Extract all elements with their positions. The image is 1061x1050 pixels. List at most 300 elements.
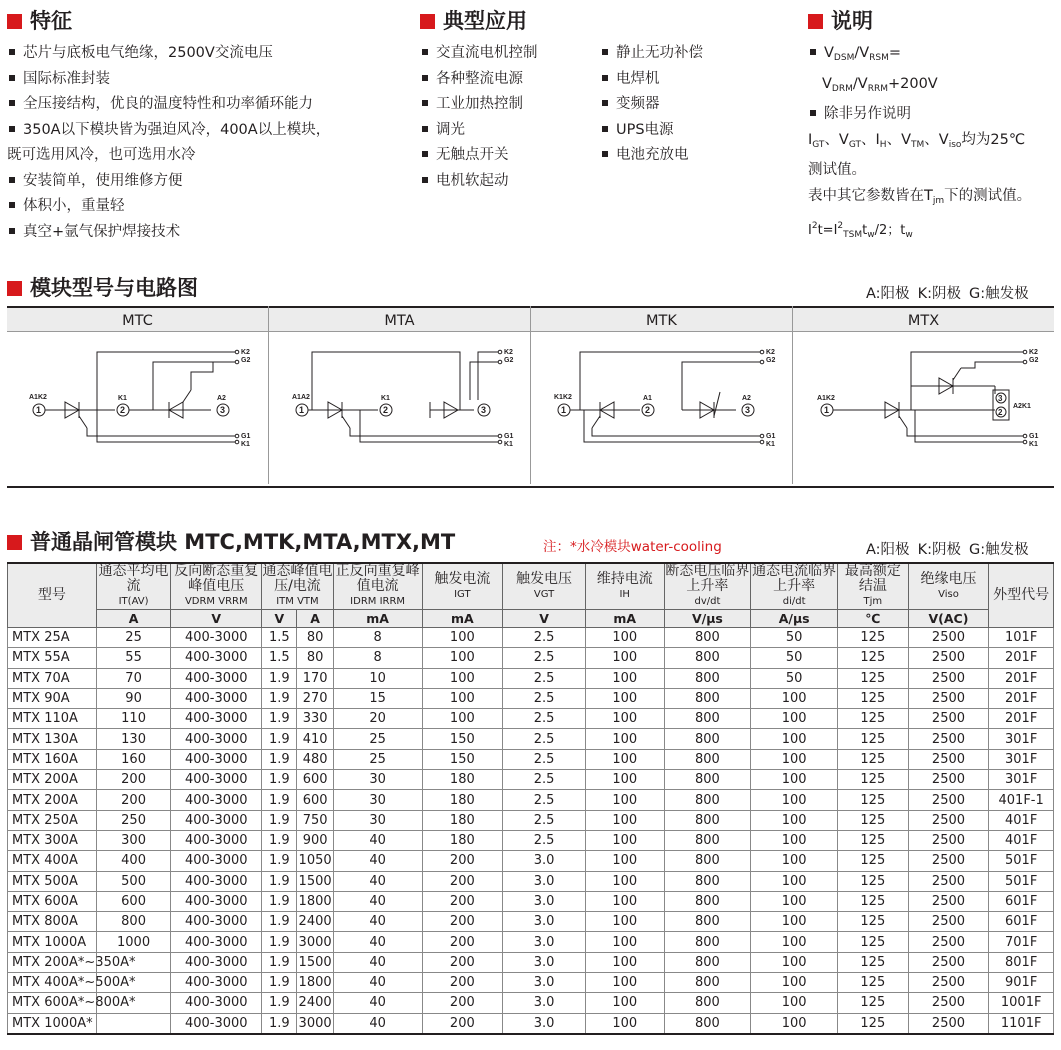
table-cell: 2500 xyxy=(908,891,989,911)
svg-text:K1K2: K1K2 xyxy=(554,394,572,401)
model-cell: MTX 130A xyxy=(8,729,97,749)
model-cell: MTX 400A*~500A* xyxy=(8,973,97,993)
table-cell: 3.0 xyxy=(503,932,586,952)
table-cell: 170 xyxy=(297,668,333,688)
table-cell: 800 xyxy=(664,932,751,952)
table-cell: 40 xyxy=(333,851,422,871)
mtk-circuit-diagram xyxy=(552,342,782,452)
table-cell: 3.0 xyxy=(503,1013,586,1034)
list-item: 体积小，重量轻 xyxy=(7,194,330,220)
table-cell: 180 xyxy=(422,830,503,850)
table-cell: 401F xyxy=(989,810,1054,830)
table-cell: 100 xyxy=(751,749,838,769)
unit-cell: V(AC) xyxy=(908,610,989,628)
table-cell: 300 xyxy=(96,830,171,850)
table-cell: 100 xyxy=(585,973,664,993)
applications-title: 典型应用 xyxy=(420,5,527,35)
table-title: 普通晶闸管模块 MTC,MTK,MTA,MTX,MT xyxy=(7,526,455,556)
circuit-header-mtc: MTC xyxy=(7,306,268,332)
table-cell: 800 xyxy=(664,628,751,648)
svg-text:K1: K1 xyxy=(381,395,390,402)
table-cell: 400-3000 xyxy=(171,810,262,830)
table-cell: 1000 xyxy=(96,932,171,952)
table-cell: 2500 xyxy=(908,932,989,952)
svg-text:1: 1 xyxy=(561,405,567,415)
table-cell: 100 xyxy=(422,648,503,668)
svg-text:1: 1 xyxy=(299,405,305,415)
list-item: 调光 xyxy=(420,118,538,144)
svg-text:1: 1 xyxy=(36,405,42,415)
table-cell: 100 xyxy=(585,749,664,769)
table-row xyxy=(8,912,1054,932)
circuit-header-mtx: MTX xyxy=(793,306,1054,332)
table-cell: 1.9 xyxy=(262,830,297,850)
table-row xyxy=(8,810,1054,830)
table-cell: 1.9 xyxy=(262,1013,297,1034)
table-cell: 110 xyxy=(96,709,171,729)
table-cell: 801F xyxy=(989,952,1054,972)
table-cell: 125 xyxy=(838,830,909,850)
table-cell: 501F xyxy=(989,871,1054,891)
svg-text:A1K2: A1K2 xyxy=(817,395,835,402)
table-cell: 2.5 xyxy=(503,770,586,790)
table-cell: 100 xyxy=(751,709,838,729)
table-cell: 40 xyxy=(333,912,422,932)
model-cell: MTX 1000A* xyxy=(8,1013,97,1034)
table-cell: 160 xyxy=(96,749,171,769)
svg-text:A2K1: A2K1 xyxy=(1013,403,1031,410)
table-cell: 400-3000 xyxy=(171,952,262,972)
table-cell: 2400 xyxy=(297,912,333,932)
unit-cell: A/μs xyxy=(751,610,838,628)
table-cell: 400-3000 xyxy=(171,729,262,749)
list-item: 各种整流电源 xyxy=(420,67,538,93)
svg-text:2: 2 xyxy=(383,405,389,415)
table-cell: 100 xyxy=(585,810,664,830)
col-vgt: 触发电压 VGT xyxy=(503,563,586,610)
table-cell: 2500 xyxy=(908,810,989,830)
table-cell: 800 xyxy=(664,830,751,850)
table-cell: 301F xyxy=(989,749,1054,769)
table-row xyxy=(8,648,1054,668)
model-cell: MTX 800A xyxy=(8,912,97,932)
table-cell: 2.5 xyxy=(503,749,586,769)
table-cell: 100 xyxy=(585,851,664,871)
table-cell: 100 xyxy=(585,648,664,668)
table-cell: 200 xyxy=(96,790,171,810)
table-cell: 40 xyxy=(333,830,422,850)
col-ih: 维持电流 IH xyxy=(585,563,664,610)
table-cell: 800 xyxy=(664,952,751,972)
col-tjm: 最高额定结温 Tjm xyxy=(838,563,909,610)
table-cell: 400-3000 xyxy=(171,668,262,688)
table-cell: 125 xyxy=(838,648,909,668)
table-cell: 400-3000 xyxy=(171,830,262,850)
table-cell: 2500 xyxy=(908,993,989,1013)
table-cell: 250 xyxy=(96,810,171,830)
table-cell: 125 xyxy=(838,628,909,648)
svg-text:G2: G2 xyxy=(241,357,251,364)
table-cell: 2500 xyxy=(908,648,989,668)
table-cell: 2.5 xyxy=(503,729,586,749)
svg-text:K2: K2 xyxy=(241,349,250,356)
table-cell: 200 xyxy=(96,770,171,790)
mtc-circuit-diagram xyxy=(27,342,257,452)
model-cell: MTX 90A xyxy=(8,688,97,708)
table-cell: 400-3000 xyxy=(171,688,262,708)
table-cell: 800 xyxy=(664,688,751,708)
table-cell: 180 xyxy=(422,790,503,810)
col-model: 型号 xyxy=(8,563,97,628)
table-cell: 2500 xyxy=(908,668,989,688)
table-cell: 2500 xyxy=(908,628,989,648)
table-cell: 100 xyxy=(751,952,838,972)
table-cell: 100 xyxy=(751,851,838,871)
svg-text:G1: G1 xyxy=(766,433,776,440)
table-cell: 125 xyxy=(838,749,909,769)
note-line: 测试值。 xyxy=(808,162,866,178)
table-cell: 201F xyxy=(989,688,1054,708)
table-cell: 100 xyxy=(751,973,838,993)
table-cell: 2500 xyxy=(908,790,989,810)
svg-text:2: 2 xyxy=(120,405,126,415)
table-cell: 125 xyxy=(838,993,909,1013)
table-cell: 40 xyxy=(333,1013,422,1034)
table-cell: 125 xyxy=(838,688,909,708)
table-cell: 901F xyxy=(989,973,1054,993)
table-legend: A:阳极 K:阴极 G:触发极 xyxy=(866,542,1029,558)
table-row xyxy=(8,1013,1054,1034)
table-cell xyxy=(96,1013,171,1034)
table-cell: 900 xyxy=(297,830,333,850)
table-cell: 100 xyxy=(751,891,838,911)
table-cell: 400-3000 xyxy=(171,851,262,871)
svg-text:1: 1 xyxy=(824,405,830,415)
table-cell: 400-3000 xyxy=(171,770,262,790)
note-line: $V_{DSM}/V_{RSM}=$ xyxy=(808,41,1058,72)
model-cell: MTX 600A xyxy=(8,891,97,911)
table-cell: 40 xyxy=(333,871,422,891)
table-cell: 40 xyxy=(333,952,422,972)
svg-text:A1A2: A1A2 xyxy=(292,394,310,401)
table-cell: 800 xyxy=(664,729,751,749)
list-item: 交直流电机控制 xyxy=(420,41,538,67)
table-cell: 180 xyxy=(422,770,503,790)
table-cell: 125 xyxy=(838,1013,909,1034)
table-cell: 80 xyxy=(297,648,333,668)
table-cell: 401F xyxy=(989,830,1054,850)
table-cell: 410 xyxy=(297,729,333,749)
table-cell: 401F-1 xyxy=(989,790,1054,810)
table-cell: 2.5 xyxy=(503,648,586,668)
table-cell: 100 xyxy=(751,688,838,708)
table-cell: 125 xyxy=(838,668,909,688)
table-cell: 8 xyxy=(333,648,422,668)
table-header-row xyxy=(8,563,1054,610)
note-line: 表中其它参数皆在$T_{jm}$下的测试值。 xyxy=(808,187,1032,206)
table-cell: 3.0 xyxy=(503,952,586,972)
table-row xyxy=(8,932,1054,952)
list-item: 电池充放电 xyxy=(600,143,703,169)
table-body xyxy=(8,628,1054,1034)
table-cell: 400-3000 xyxy=(171,912,262,932)
table-cell: 3.0 xyxy=(503,851,586,871)
table-cell: 400 xyxy=(96,851,171,871)
table-cell: 10 xyxy=(333,668,422,688)
table-cell: 8 xyxy=(333,628,422,648)
svg-text:K1: K1 xyxy=(118,395,127,402)
svg-text:K2: K2 xyxy=(766,349,775,356)
table-cell: 2500 xyxy=(908,770,989,790)
section-marker xyxy=(808,14,823,29)
table-cell: 2.5 xyxy=(503,810,586,830)
table-cell: 200 xyxy=(422,993,503,1013)
table-cell: 400-3000 xyxy=(171,790,262,810)
section-marker xyxy=(7,281,22,296)
table-cell: 2500 xyxy=(908,830,989,850)
list-item: 静止无功补偿 xyxy=(600,41,703,67)
features-title: 特征 xyxy=(7,5,72,35)
unit-cell: V xyxy=(503,610,586,628)
svg-text:3: 3 xyxy=(745,405,751,415)
table-cell: 100 xyxy=(422,668,503,688)
model-cell: MTX 1000A xyxy=(8,932,97,952)
circuit-header-mtk: MTK xyxy=(531,306,792,332)
svg-text:K2: K2 xyxy=(1029,349,1038,356)
table-cell: 100 xyxy=(751,932,838,952)
table-cell: 800 xyxy=(664,790,751,810)
table-cell: 1.9 xyxy=(262,891,297,911)
table-cell: 2.5 xyxy=(503,790,586,810)
applications-list-2 xyxy=(600,41,703,169)
table-row xyxy=(8,668,1054,688)
model-cell: MTX 160A xyxy=(8,749,97,769)
table-cell: 200 xyxy=(422,891,503,911)
unit-cell: V xyxy=(262,610,297,628)
table-cell: 100 xyxy=(751,993,838,1013)
table-cell: 150 xyxy=(422,729,503,749)
svg-text:K1: K1 xyxy=(504,441,513,448)
table-cell: 1.9 xyxy=(262,668,297,688)
table-cell: 125 xyxy=(838,851,909,871)
table-cell: 125 xyxy=(838,709,909,729)
table-cell: 500 xyxy=(96,871,171,891)
table-cell: 100 xyxy=(585,830,664,850)
table-cell: 130 xyxy=(96,729,171,749)
col-didt: 通态电流临界上升率 di/dt xyxy=(751,563,838,610)
table-cell: 100 xyxy=(751,912,838,932)
table-cell: 800 xyxy=(664,851,751,871)
table-cell: 400-3000 xyxy=(171,709,262,729)
table-cell: 125 xyxy=(838,729,909,749)
list-item: 电机软起动 xyxy=(420,169,538,195)
table-cell: 600 xyxy=(96,891,171,911)
table-cell: 1.9 xyxy=(262,810,297,830)
table-cell: 1.9 xyxy=(262,709,297,729)
table-cell: 30 xyxy=(333,770,422,790)
table-row xyxy=(8,952,1054,972)
svg-text:G2: G2 xyxy=(766,357,776,364)
note-line: 除非另作说明 xyxy=(808,102,1058,128)
svg-text:3: 3 xyxy=(998,394,1003,403)
section-marker xyxy=(7,14,22,29)
table-cell: 400-3000 xyxy=(171,891,262,911)
table-cell: 2500 xyxy=(908,749,989,769)
table-cell: 125 xyxy=(838,770,909,790)
table-cell: 50 xyxy=(751,648,838,668)
table-cell: 1050 xyxy=(297,851,333,871)
table-cell: 1.9 xyxy=(262,912,297,932)
table-cell: 1.9 xyxy=(262,729,297,749)
col-dvdt: 断态电压临界上升率 dv/dt xyxy=(664,563,751,610)
model-cell: MTX 200A xyxy=(8,770,97,790)
table-cell: 2500 xyxy=(908,851,989,871)
table-cell: 200 xyxy=(422,871,503,891)
svg-text:K1: K1 xyxy=(241,441,250,448)
table-cell: 501F xyxy=(989,851,1054,871)
table-cell: 25 xyxy=(333,729,422,749)
table-cell: 125 xyxy=(838,952,909,972)
table-cell: 2500 xyxy=(908,973,989,993)
svg-text:A2: A2 xyxy=(742,395,751,402)
table-cell: 100 xyxy=(585,912,664,932)
table-cell: 330 xyxy=(297,709,333,729)
table-cell: 100 xyxy=(585,891,664,911)
table-cell: 25 xyxy=(96,628,171,648)
col-vtm: 通态峰值电压/电流 ITM VTM xyxy=(262,563,334,610)
table-row xyxy=(8,709,1054,729)
unit-cell: V xyxy=(171,610,262,628)
svg-text:A2: A2 xyxy=(217,395,226,402)
table-cell: 150 xyxy=(422,749,503,769)
table-cell: 2.5 xyxy=(503,668,586,688)
table-cell: 601F xyxy=(989,891,1054,911)
svg-text:2: 2 xyxy=(998,408,1003,417)
table-cell: 400-3000 xyxy=(171,993,262,1013)
list-item: 工业加热控制 xyxy=(420,92,538,118)
table-row xyxy=(8,973,1054,993)
table-cell: 800 xyxy=(664,1013,751,1034)
svg-text:2: 2 xyxy=(645,405,651,415)
table-cell: 301F xyxy=(989,770,1054,790)
unit-cell: A xyxy=(96,610,171,628)
table-cell: 100 xyxy=(751,810,838,830)
table-cell: 101F xyxy=(989,628,1054,648)
table-cell: 200 xyxy=(422,952,503,972)
mtx-circuit-diagram xyxy=(815,342,1045,452)
table-cell: 3.0 xyxy=(503,871,586,891)
list-item: 安装简单，使用维修方便 xyxy=(7,169,330,195)
table-cell: 301F xyxy=(989,729,1054,749)
col-itav: 通态平均电流 IT(AV) xyxy=(96,563,171,610)
circuit-header-mta: MTA xyxy=(269,306,530,332)
table-cell: 400-3000 xyxy=(171,628,262,648)
table-cell: 100 xyxy=(422,709,503,729)
table-cell: 3.0 xyxy=(503,973,586,993)
table-cell: 1.9 xyxy=(262,973,297,993)
table-cell: 40 xyxy=(333,932,422,952)
svg-text:K1: K1 xyxy=(1029,441,1038,448)
table-cell: 70 xyxy=(96,668,171,688)
svg-text:3: 3 xyxy=(481,405,487,415)
unit-cell: mA xyxy=(422,610,503,628)
table-cell: 400-3000 xyxy=(171,973,262,993)
table-cell: 100 xyxy=(751,871,838,891)
note-line: $V_{DRM}/V_{RRM}+200V$ xyxy=(822,75,938,94)
table-cell: 800 xyxy=(664,810,751,830)
table-cell: 100 xyxy=(585,729,664,749)
table-cell: 100 xyxy=(585,790,664,810)
table-cell: 40 xyxy=(333,891,422,911)
table-cell: 1.5 xyxy=(262,648,297,668)
table-cell: 100 xyxy=(585,952,664,972)
table-row xyxy=(8,891,1054,911)
table-cell: 125 xyxy=(838,912,909,932)
table-cell: 3000 xyxy=(297,932,333,952)
table-cell: 800 xyxy=(664,770,751,790)
col-pkg: 外型代号 xyxy=(989,563,1054,628)
note-formula: $I^2t=I^2_{TSM}t_w/2$；$t_w$ xyxy=(808,221,913,240)
features-list xyxy=(7,41,330,245)
table-cell: 1500 xyxy=(297,952,333,972)
notes-title: 说明 xyxy=(808,5,873,35)
list-item: 真空+氩气保护焊接技术 xyxy=(7,220,330,246)
model-cell: MTX 110A xyxy=(8,709,97,729)
svg-text:A1K2: A1K2 xyxy=(29,394,47,401)
table-cell: 800 xyxy=(664,871,751,891)
svg-text:K1: K1 xyxy=(766,441,775,448)
table-cell: 1.9 xyxy=(262,749,297,769)
table-cell: 90 xyxy=(96,688,171,708)
table-cell: 100 xyxy=(751,770,838,790)
table-cell: 400-3000 xyxy=(171,648,262,668)
list-item: 全压接结构，优良的温度特性和功率循环能力 xyxy=(7,92,330,118)
section-marker xyxy=(420,14,435,29)
table-row xyxy=(8,871,1054,891)
list-item: 350A以下模块皆为强迫风冷，400A以上模块， xyxy=(7,118,330,144)
table-cell: 2500 xyxy=(908,1013,989,1034)
table-cell: 2.5 xyxy=(503,688,586,708)
table-cell: 400-3000 xyxy=(171,749,262,769)
svg-text:K2: K2 xyxy=(504,349,513,356)
model-cell: MTX 200A*~350A* xyxy=(8,952,97,972)
list-item: 变频器 xyxy=(600,92,703,118)
table-row xyxy=(8,628,1054,648)
spec-table xyxy=(7,562,1054,1035)
table-row xyxy=(8,749,1054,769)
table-cell: 1500 xyxy=(297,871,333,891)
unit-cell: A xyxy=(297,610,333,628)
table-cell: 1800 xyxy=(297,973,333,993)
table-row xyxy=(8,688,1054,708)
table-cell: 1.9 xyxy=(262,790,297,810)
note-conditions: $I_{GT}$、$V_{GT}$、$I_H$、$V_{TM}$、$V_{iso}$均为25℃ xyxy=(808,131,1026,150)
model-cell: MTX 25A xyxy=(8,628,97,648)
table-cell: 2500 xyxy=(908,729,989,749)
water-cooling-note: 注：*水冷模块water-cooling xyxy=(543,539,722,555)
table-cell: 3000 xyxy=(297,1013,333,1034)
table-cell: 100 xyxy=(585,770,664,790)
list-item: 无触点开关 xyxy=(420,143,538,169)
table-cell: 601F xyxy=(989,912,1054,932)
table-cell: 1.5 xyxy=(262,628,297,648)
unit-cell: mA xyxy=(585,610,664,628)
mta-circuit-diagram xyxy=(290,342,520,452)
table-cell: 200 xyxy=(422,912,503,932)
table-cell: 1001F xyxy=(989,993,1054,1013)
section-marker xyxy=(7,535,22,550)
svg-text:G1: G1 xyxy=(1029,433,1039,440)
